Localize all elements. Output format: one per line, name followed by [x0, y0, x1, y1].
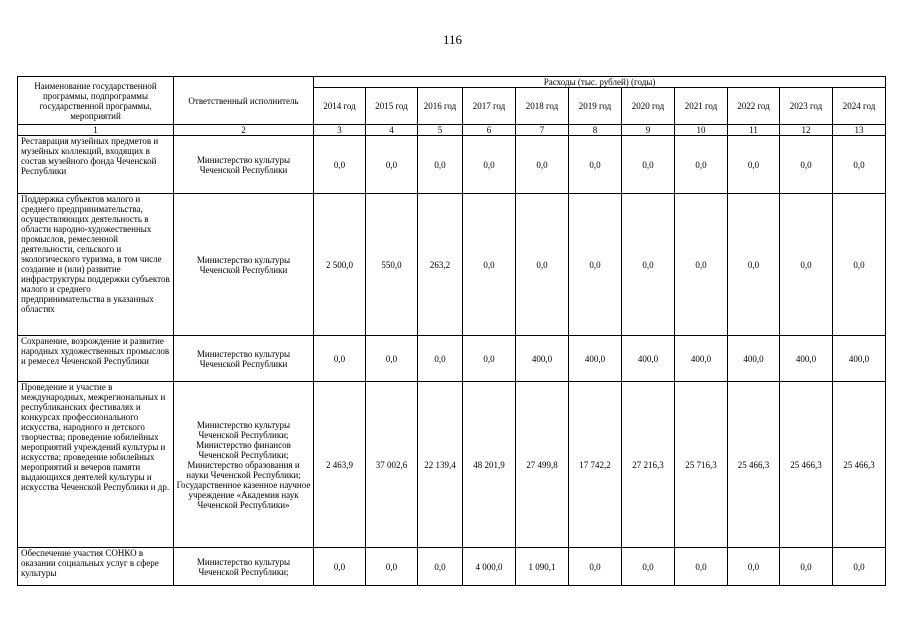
header-executor-column: Ответственный исполнитель — [174, 77, 314, 125]
value-cell: 0,0 — [366, 136, 418, 194]
executor: Министерство культуры Чеченской Республики — [174, 336, 314, 382]
value-cell: 4 000,0 — [463, 548, 516, 586]
value-cell: 0,0 — [366, 336, 418, 382]
column-number: 2 — [174, 125, 314, 136]
header-year: 2016 год — [418, 88, 463, 125]
column-number-row — [18, 125, 886, 136]
table-row — [18, 548, 886, 586]
value-cell: 0,0 — [463, 336, 516, 382]
value-cell: 0,0 — [516, 136, 569, 194]
header-year: 2024 год — [833, 88, 886, 125]
value-cell: 0,0 — [314, 336, 366, 382]
table-row — [18, 194, 886, 336]
value-cell: 0,0 — [833, 548, 886, 586]
value-cell: 25 466,3 — [780, 382, 833, 548]
value-cell: 0,0 — [675, 194, 728, 336]
value-cell: 400,0 — [516, 336, 569, 382]
header-year: 2019 год — [569, 88, 622, 125]
value-cell: 0,0 — [569, 194, 622, 336]
header-year: 2017 год — [463, 88, 516, 125]
value-cell: 0,0 — [314, 136, 366, 194]
value-cell: 0,0 — [728, 548, 780, 586]
value-cell: 400,0 — [833, 336, 886, 382]
header-year: 2015 год — [366, 88, 418, 125]
value-cell: 27 499,8 — [516, 382, 569, 548]
value-cell: 37 002,6 — [366, 382, 418, 548]
value-cell: 0,0 — [569, 136, 622, 194]
header-year: 2018 год — [516, 88, 569, 125]
executor: Министерство культуры Чеченской Республики; Министерство финансов Чеченской Республики; Министерство образования и науки Чеченской Республики; Государственное казенное научное учреждение «Академия наук Чеченской Республики» — [174, 382, 314, 548]
value-cell: 2 463,9 — [314, 382, 366, 548]
table-row — [18, 336, 886, 382]
value-cell: 2 500,0 — [314, 194, 366, 336]
value-cell: 400,0 — [780, 336, 833, 382]
column-number: 5 — [418, 125, 463, 136]
value-cell: 550,0 — [366, 194, 418, 336]
value-cell: 17 742,2 — [569, 382, 622, 548]
value-cell: 0,0 — [622, 136, 675, 194]
column-number: 4 — [366, 125, 418, 136]
activity-name: Проведение и участие в международных, межрегиональных и республиканских фестивалях и конкурсах профессионального искусства, народного и детского творчества; проведение юбилейных мероприятий учреждений культуры и искусства; проведение юбилейных мероприятий и вечеров памяти выдающихся деятелей культуры и искусства Чеченской Республики и др. — [18, 382, 174, 548]
value-cell: 400,0 — [569, 336, 622, 382]
page-number: 116 — [442, 32, 463, 47]
value-cell: 0,0 — [366, 548, 418, 586]
header-row-group — [18, 77, 886, 88]
value-cell: 263,2 — [418, 194, 463, 336]
value-cell: 0,0 — [675, 548, 728, 586]
value-cell: 400,0 — [728, 336, 780, 382]
column-number: 9 — [622, 125, 675, 136]
value-cell: 1 090,1 — [516, 548, 569, 586]
value-cell: 0,0 — [780, 548, 833, 586]
table-row — [18, 136, 886, 194]
header-year: 2022 год — [728, 88, 780, 125]
value-cell: 0,0 — [833, 136, 886, 194]
value-cell: 0,0 — [728, 136, 780, 194]
executor: Министерство культуры Чеченской Республики — [174, 194, 314, 336]
value-cell: 48 201,9 — [463, 382, 516, 548]
column-number: 3 — [314, 125, 366, 136]
value-cell: 0,0 — [780, 194, 833, 336]
value-cell: 0,0 — [418, 136, 463, 194]
value-cell: 0,0 — [622, 194, 675, 336]
column-number: 11 — [728, 125, 780, 136]
column-number: 1 — [18, 125, 174, 136]
value-cell: 0,0 — [418, 548, 463, 586]
value-cell: 0,0 — [833, 194, 886, 336]
header-expenses-group: Расходы (тыс. рублей) (годы) — [314, 77, 886, 88]
value-cell: 0,0 — [463, 194, 516, 336]
value-cell: 22 139,4 — [418, 382, 463, 548]
activity-name: Поддержка субъектов малого и среднего предпринимательства, осуществляющих деятельность в области народно-художественных промыслов, ремесленной деятельности, сельского и экологического туризма, в том числе создание и (или) развитие инфраструктуры поддержки субъектов малого и среднего предпринимательства в указанных областях — [18, 194, 174, 336]
header-year: 2020 год — [622, 88, 675, 125]
column-number: 13 — [833, 125, 886, 136]
header-year: 2014 год — [314, 88, 366, 125]
column-number: 10 — [675, 125, 728, 136]
value-cell: 27 216,3 — [622, 382, 675, 548]
column-number: 6 — [463, 125, 516, 136]
expenses-table — [17, 76, 886, 586]
value-cell: 400,0 — [622, 336, 675, 382]
value-cell: 0,0 — [569, 548, 622, 586]
column-number: 12 — [780, 125, 833, 136]
header-year: 2023 год — [780, 88, 833, 125]
header-name-column: Наименование государственной программы, подпрограммы государственной программы, мероприятий — [18, 77, 174, 125]
value-cell: 0,0 — [314, 548, 366, 586]
table-row — [18, 382, 886, 548]
executor: Министерство культуры Чеченской Республики — [174, 136, 314, 194]
value-cell: 0,0 — [675, 136, 728, 194]
activity-name: Обеспечение участия СОНКО в оказании социальных услуг в сфере культуры — [18, 548, 174, 586]
column-number: 8 — [569, 125, 622, 136]
value-cell: 0,0 — [780, 136, 833, 194]
executor: Министерство культуры Чеченской Республики; — [174, 548, 314, 586]
value-cell: 0,0 — [516, 194, 569, 336]
value-cell: 400,0 — [675, 336, 728, 382]
activity-name: Сохранение, возрождение и развитие народных художественных промыслов и ремесел Чеченской Республики — [18, 336, 174, 382]
value-cell: 25 466,3 — [833, 382, 886, 548]
value-cell: 25 466,3 — [728, 382, 780, 548]
value-cell: 0,0 — [463, 136, 516, 194]
value-cell: 0,0 — [418, 336, 463, 382]
value-cell: 25 716,3 — [675, 382, 728, 548]
activity-name: Реставрация музейных предметов и музейных коллекций, входящих в состав музейного фонда Чеченской Республики — [18, 136, 174, 194]
column-number: 7 — [516, 125, 569, 136]
value-cell: 0,0 — [622, 548, 675, 586]
header-year: 2021 год — [675, 88, 728, 125]
value-cell: 0,0 — [728, 194, 780, 336]
